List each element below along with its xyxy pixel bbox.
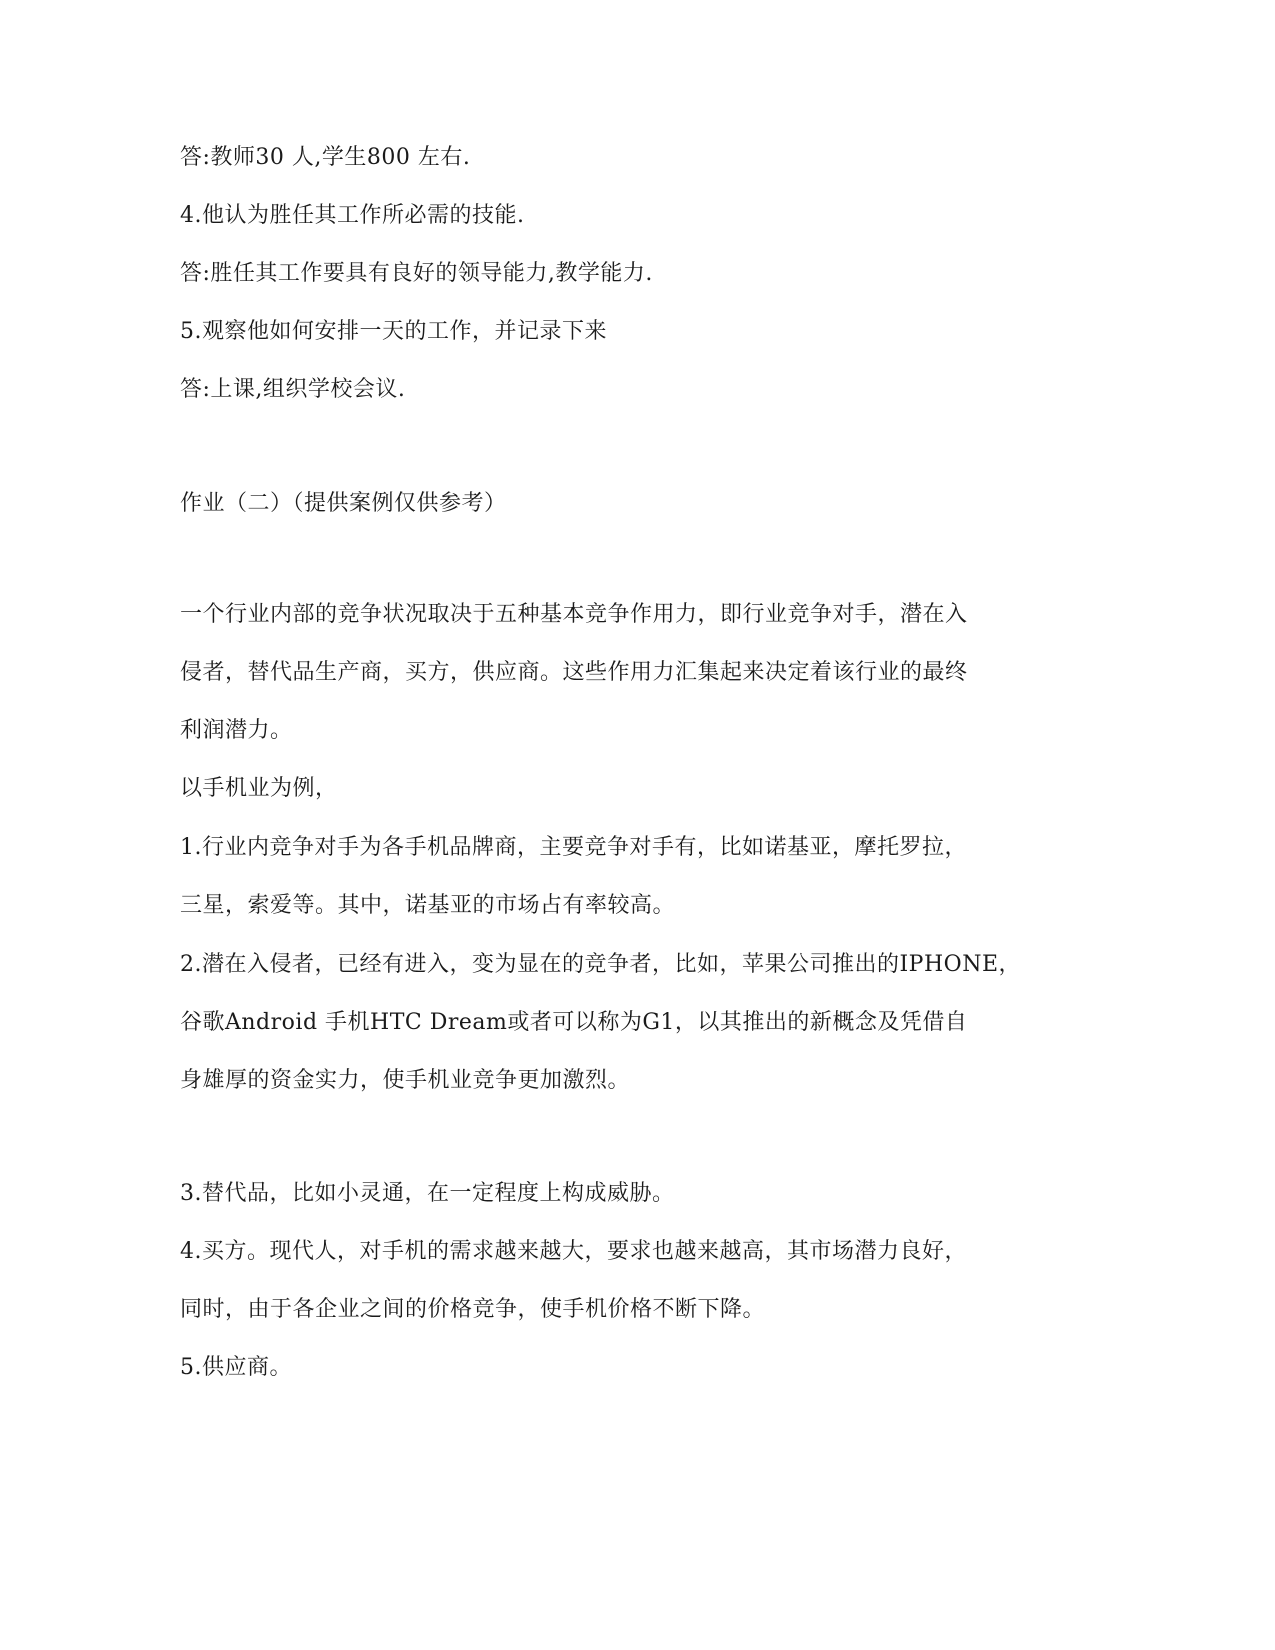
point-3: 3.替代品，比如小灵通，在一定程度上构成威胁。	[180, 1181, 675, 1206]
paragraph-intro-line-3: 利润潜力。	[180, 718, 293, 743]
paragraph-intro-line-1: 一个行业内部的竞争状况取决于五种基本竞争作用力，即行业竞争对手，潜在入	[180, 602, 968, 627]
point-4-line-1: 4.买方。现代人，对手机的需求越来越大，要求也越来越高，其市场潜力良好，	[180, 1239, 967, 1264]
answer-skills: 答:胜任其工作要具有良好的领导能力,教学能力.	[180, 261, 653, 286]
question-5-daily-work: 5.观察他如何安排一天的工作，并记录下来	[180, 319, 607, 344]
answer-teacher-count: 答:教师30 人,学生800 左右.	[180, 145, 471, 170]
point-1-line-2: 三星，索爱等。其中，诺基亚的市场占有率较高。	[180, 893, 676, 918]
point-1-line-1: 1.行业内竞争对手为各手机品牌商，主要竞争对手有，比如诺基亚，摩托罗拉，	[180, 835, 967, 860]
point-4-line-2: 同时，由于各企业之间的价格竞争，使手机价格不断下降。	[180, 1297, 766, 1322]
point-2-line-3: 身雄厚的资金实力，使手机业竞争更加激烈。	[180, 1068, 631, 1093]
example-intro: 以手机业为例，	[180, 776, 338, 801]
paragraph-intro-line-2: 侵者，替代品生产商，买方，供应商。这些作用力汇集起来决定着该行业的最终	[180, 660, 968, 685]
point-5: 5.供应商。	[180, 1355, 292, 1380]
point-2-line-1: 2.潜在入侵者，已经有进入，变为显在的竞争者，比如，苹果公司推出的IPHONE，	[180, 952, 1022, 977]
answer-daily-work: 答:上课,组织学校会议.	[180, 377, 406, 402]
point-2-line-2: 谷歌Android 手机HTC Dream或者可以称为G1，以其推出的新概念及凭借自	[180, 1010, 968, 1035]
assignment-2-heading: 作业（二）（提供案例仅供参考）	[180, 491, 507, 516]
question-4-skills: 4.他认为胜任其工作所必需的技能.	[180, 203, 525, 228]
